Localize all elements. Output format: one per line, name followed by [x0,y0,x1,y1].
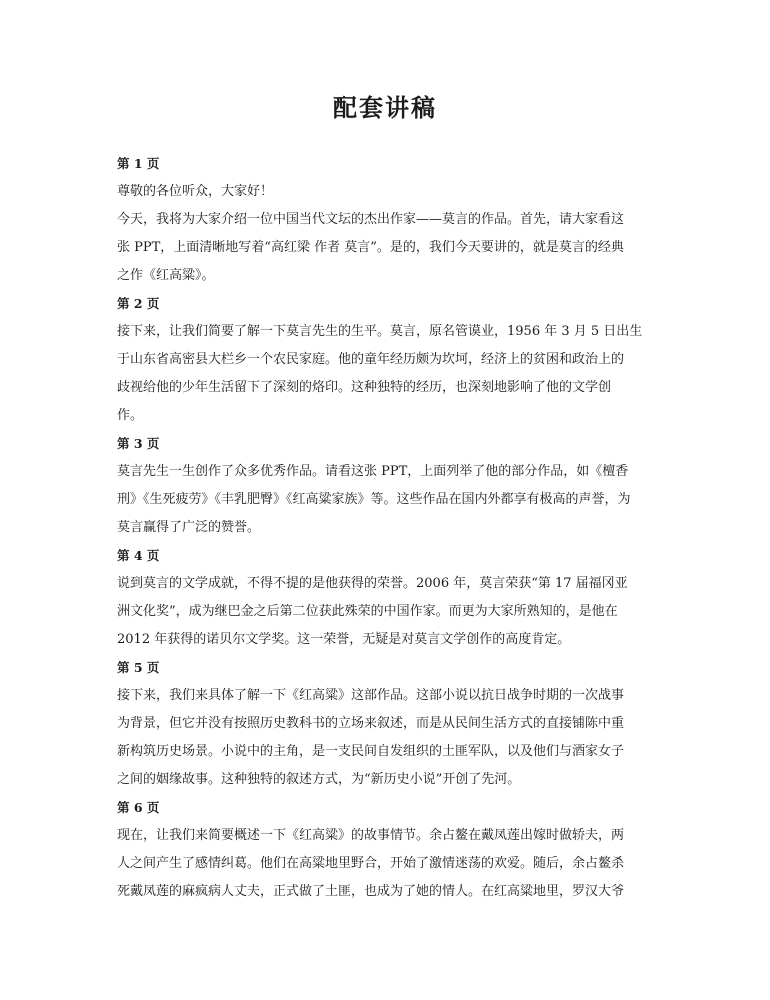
text-line: 于山东省高密县大栏乡一个农民家庭。他的童年经历颇为坎坷，经济上的贫困和政治上的 [117,352,625,367]
paragraph [117,318,657,430]
text-line: 新构筑历史场景。小说中的主角，是一支民间自发组织的土匪军队，以及他们与酒家女子 [117,744,625,759]
text-line: 今天，我将为大家介绍一位中国当代文坛的杰出作家——莫言的作品。首先，请大家看这 [117,212,625,227]
text-line: 莫言先生一生创作了众多优秀作品。请看这张 PPT，上面列举了他的部分作品，如《檀香 [117,464,629,479]
paragraph [117,682,657,794]
text-line: 现在，让我们来简要概述一下《红高粱》的故事情节。余占鳌在戴凤莲出嫁时做轿夫，两 [117,828,625,843]
text-line: 莫言赢得了广泛的赞誉。 [117,520,261,535]
section-heading: 第 5 页 [117,660,160,675]
text-line: 歧视给他的少年生活留下了深刻的烙印。这种独特的经历，也深刻地影响了他的文学创 [117,380,612,395]
text-line: 接下来，我们来具体了解一下《红高粱》这部作品。这部小说以抗日战争时期的一次战事 [117,688,625,703]
paragraph [117,570,657,654]
document-body [117,150,657,906]
text-line: 之作《红高粱》。 [117,268,215,283]
text-line: 之间的姻缘故事。这种独特的叙述方式，为“新历史小说”开创了先河。 [117,772,521,787]
text-line: 人之间产生了感情纠葛。他们在高粱地里野合，开始了激情迷荡的欢爱。随后，余占鳌杀 [117,856,625,871]
section-heading: 第 2 页 [117,296,160,311]
text-line: 刑》《生死疲劳》《丰乳肥臀》《红高粱家族》等。这些作品在国内外都享有极高的声誉，为 [117,492,631,507]
text-line: 说到莫言的文学成就，不得不提的是他获得的荣誉。2006 年，莫言荣获“第 17 届福冈亚 [117,576,628,591]
text-line: 尊敬的各位听众，大家好！ [117,184,274,199]
paragraph [117,178,657,206]
page-title: 配套讲稿 [333,93,437,122]
paragraph [117,206,657,290]
section-heading: 第 3 页 [117,436,160,451]
text-line: 2012 年获得的诺贝尔文学奖。这一荣誉，无疑是对莫言文学创作的高度肯定。 [117,632,571,647]
section-heading: 第 1 页 [117,156,160,171]
text-line: 接下来，让我们简要了解一下莫言先生的生平。莫言，原名管谟业，1956 年 3 月 5 日出生 [117,324,643,339]
section-heading: 第 4 页 [117,548,160,563]
section-heading: 第 6 页 [117,800,160,815]
text-line: 为背景，但它并没有按照历史教科书的立场来叙述，而是从民间生活方式的直接铺陈中重 [117,716,625,731]
text-line: 洲文化奖”，成为继巴金之后第二位获此殊荣的中国作家。而更为大家所熟知的，是他在 [117,604,618,619]
text-line: 死戴凤莲的麻疯病人丈夫，正式做了土匪，也成为了她的情人。在红高粱地里，罗汉大爷 [117,884,625,899]
text-line: 作。 [117,408,144,423]
text-line: 张 PPT，上面清晰地写着“高红梁 作者 莫言”。是的，我们今天要讲的，就是莫言的经典 [117,240,624,255]
paragraph [117,458,657,542]
paragraph [117,822,657,906]
